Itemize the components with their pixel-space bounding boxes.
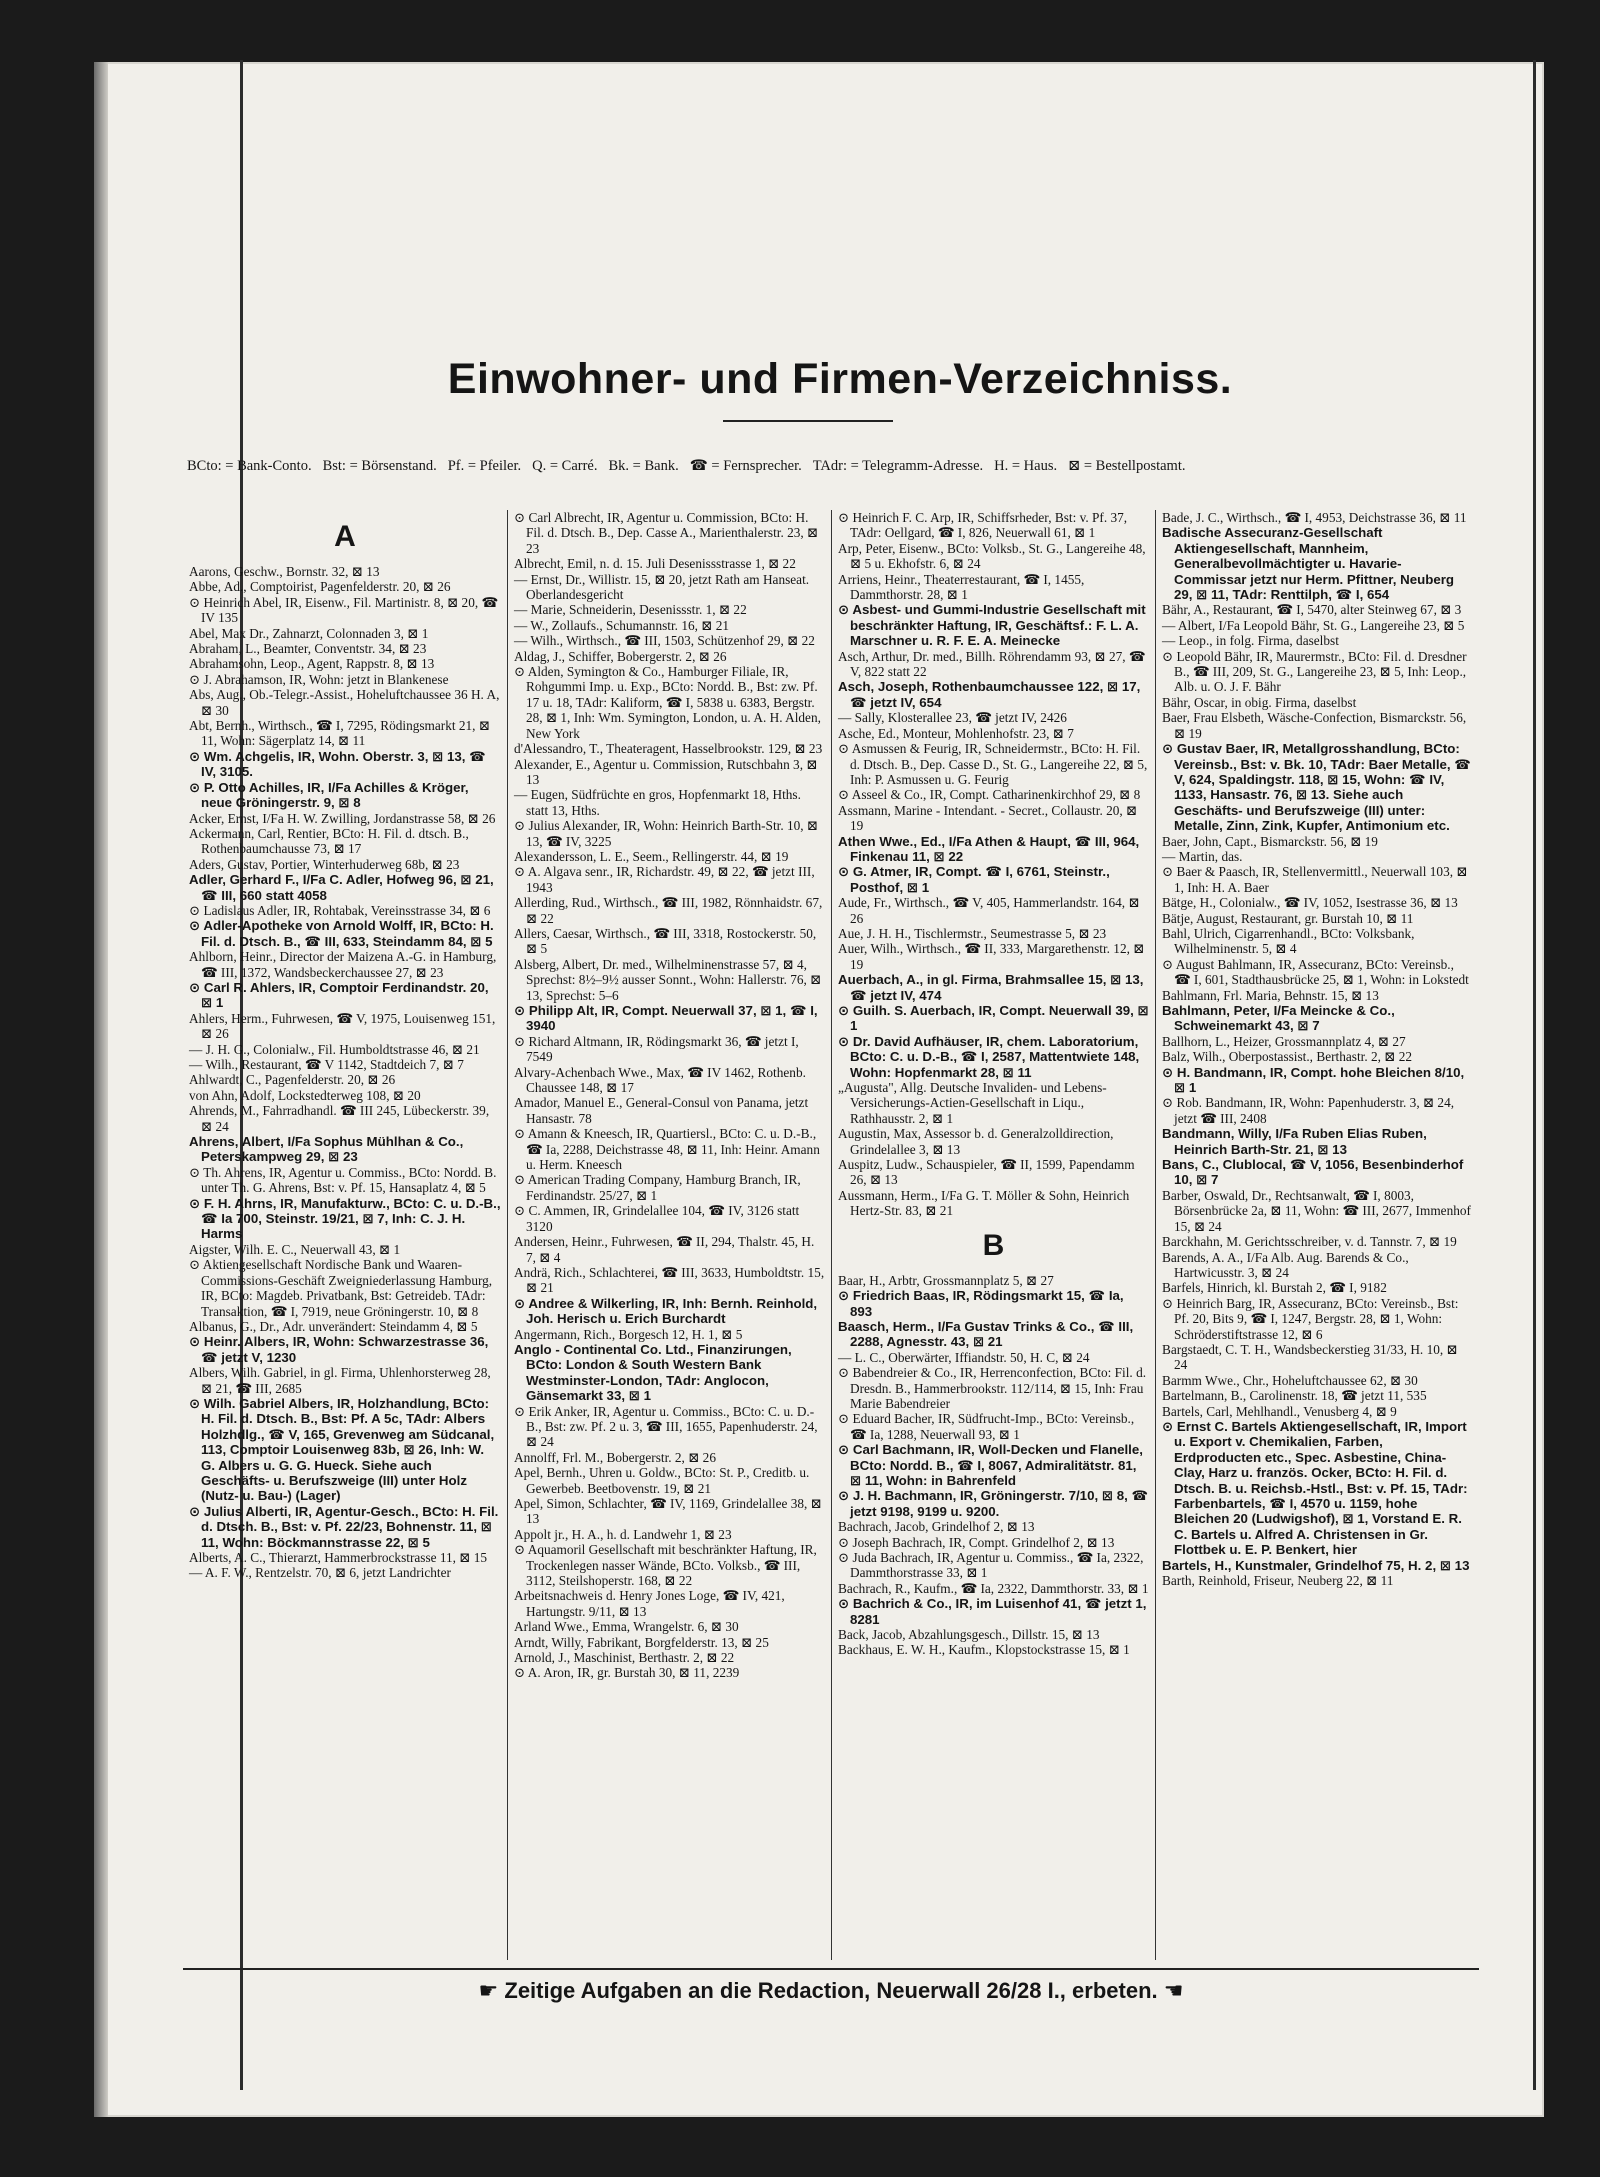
directory-entry: ⊙ Leopold Bähr, IR, Maurermstr., BCto: Fil. d. Dresdner B., ☎ III, 209, St. G., Langereihe 23, ⊠ 5, Inh: Leop., Alb. u. O. J. F. Bähr — [1162, 648, 1467, 695]
directory-entry: Asch, Joseph, Rothenbaumchaussee 122, ⊠ 17, ☎ jetzt IV, 654 — [838, 679, 1141, 710]
directory-entry: Bargstaedt, C. T. H., Wandsbeckerstieg 31/33, H. 10, ⊠ 24 — [1162, 1341, 1458, 1373]
page-spine — [94, 62, 108, 2117]
directory-entry: Backhaus, E. W. H., Kaufm., Klopstockstrasse 15, ⊠ 1 — [838, 1642, 1130, 1658]
legend-item: ⊠ = Bestellpostamt. — [1068, 458, 1186, 474]
directory-entry: Bätge, H., Colonialw., ☎ IV, 1052, Isestrasse 36, ⊠ 13 — [1162, 895, 1458, 911]
directory-entry: von Ahn, Adolf, Lockstedterweg 108, ⊠ 20 — [189, 1087, 421, 1103]
directory-entry: Arp, Peter, Eisenw., BCto: Volksb., St. G., Langereihe 48, ⊠ 5 u. Ekhofstr. 6, ⊠ 24 — [838, 540, 1146, 572]
directory-entry: Allers, Caesar, Wirthsch., ☎ III, 3318, Rostockerstr. 50, ⊠ 5 — [514, 925, 817, 957]
directory-entry: ⊙ Asbest- und Gummi-Industrie Gesellschaft mit beschränkter Haftung, IR, Geschäftsf.: F. L. A. Marschner u. R. F. E. A. Meinecke — [838, 602, 1146, 649]
directory-entry: Bartels, H., Kunstmaler, Grindelhof 75, H. 2, ⊠ 13 — [1162, 1557, 1470, 1573]
column-4 — [1155, 510, 1479, 1960]
directory-entry: Arriens, Heinr., Theaterrestaurant, ☎ I, 1455, Dammthorstr. 28, ⊠ 1 — [838, 571, 1085, 603]
directory-entry: Badische Assecuranz-Gesellschaft Aktiengesellschaft, Mannheim, Generalbevollmächtigter u. Havarie-Commissar jetzt nur Herm. Pfittner, Neuberg 29, ⊠ 11, TAdr: Renttilph, ☎ I, 654 — [1162, 525, 1455, 603]
directory-entry: Apel, Bernh., Uhren u. Goldw., BCto: St. P., Creditb. u. Gewerbeb. Beetbovenstr. 19, ⊠ 21 — [514, 1465, 810, 1496]
directory-entry: ⊙ Wilh. Gabriel Albers, IR, Holzhandlung, BCto: H. Fil. d. Dtsch. B., Bst: Pf. A 5c, TAdr: Albers Holzhdlg., ☎ V, 165, Grevenweg am Südcanal, 113, Comptoir Louisenweg 83b, ⊠ 26, Inh: W. G. Albers u. G. G. Hueck. Siehe auch Geschäfts- u. Berufszweige (III) unter Holz (Nutz- u. Bau-) (Lager) — [189, 1395, 495, 1504]
directory-entry: ⊙ Carl Bachmann, IR, Woll-Decken und Flanelle, BCto: Nordd. B., ☎ I, 8067, Admiralitätstr. 81, ⊠ 11, Wohn: in Bahrenfeld — [838, 1442, 1143, 1488]
directory-entry: Back, Jacob, Abzahlungsgesch., Dillstr. 15, ⊠ 13 — [838, 1627, 1100, 1643]
directory-entry: Andrä, Rich., Schlachterei, ☎ III, 3633, Humboldtstr. 15, ⊠ 21 — [514, 1264, 825, 1296]
directory-entry: ⊙ Andree & Wilkerling, IR, Inh: Bernh. Reinhold, Joh. Herisch u. Erich Burchardt — [514, 1295, 818, 1327]
pointing-hand-left-icon: ☚ — [1163, 1978, 1184, 2003]
directory-entry: Barends, A. A., I/Fa Alb. Aug. Barends & Co., Hartwicusstr. 3, ⊠ 24 — [1162, 1249, 1409, 1280]
footer-notice — [183, 1978, 1479, 2004]
directory-entry: Baer, Frau Elsbeth, Wäsche-Confection, Bismarckstr. 56, ⊠ 19 — [1162, 710, 1467, 741]
directory-entry: Alexander, E., Agentur u. Commission, Rutschbahn 3, ⊠ 13 — [514, 756, 818, 787]
directory-entry: — Wilh., Restaurant, ☎ V 1142, Stadtdeich 7, ⊠ 7 — [189, 1057, 464, 1072]
directory-entry: Abt, Bernh., Wirthsch., ☎ I, 7295, Rödingsmarkt 21, ⊠ 11, Wohn: Sägerplatz 14, ⊠ 11 — [189, 718, 490, 749]
pointing-hand-right-icon: ☛ — [478, 1978, 499, 2003]
directory-entry: Ahrends, M., Fahrradhandl. ☎ III 245, Lübeckerstr. 39, ⊠ 24 — [189, 1103, 490, 1134]
directory-entry: ⊙ Carl R. Ahlers, IR, Comptoir Ferdinandstr. 20, ⊠ 1 — [189, 979, 489, 1011]
title-rule — [723, 420, 893, 422]
directory-entry: Ahlborn, Heinr., Director der Maizena A.-G. in Hamburg, ☎ III, 1372, Wandsbeckerchaussee 27, ⊠ 23 — [189, 949, 497, 980]
directory-entry: Alsberg, Albert, Dr. med., Wilhelminenstrasse 57, ⊠ 4, Sprechst: 8½–9½ ausser Sonnt., Wohn: Hallerstr. 76, ⊠ 13, Sprechst: 5–6 — [514, 956, 822, 1003]
directory-entry: ⊙ Bachrich & Co., IR, im Luisenhof 41, ☎ jetzt 1, 8281 — [838, 1596, 1147, 1627]
directory-entry: Albanus, G., Dr., Adr. unverändert: Steindamm 4, ⊠ 5 — [189, 1318, 478, 1334]
column-1 — [183, 510, 507, 1960]
directory-entry: Barfels, Hinrich, kl. Burstah 2, ☎ I, 9182 — [1162, 1280, 1387, 1296]
directory-entry: Abrahamsohn, Leop., Agent, Rappstr. 8, ⊠ 13 — [189, 656, 435, 672]
directory-entry: ⊙ Aktiengesellschaft Nordische Bank und Waaren-Commissions-Geschäft Zweigniederlassung Hamburg, IR, BCto: Magdeb. Privatbank, Bst: Getreideb. TAdr: Transaktion, ☎ I, 7919, neue Gröningerstr. 10, ⊠ 8 — [189, 1257, 493, 1319]
legend-item: Pf. = Pfeiler. — [447, 458, 522, 474]
directory-entry: ⊙ American Trading Company, Hamburg Branch, IR, Ferdinandstr. 25/27, ⊠ 1 — [514, 1172, 801, 1203]
directory-entry: Abbe, Ad., Comptoirist, Pagenfelderstr. 20, ⊠ 26 — [189, 579, 451, 595]
directory-entry: — Leop., in folg. Firma, daselbst — [1162, 633, 1339, 649]
legend-item: Bk. = Bank. — [608, 458, 679, 474]
directory-entry: Barth, Reinhold, Friseur, Neuberg 22, ⊠ 11 — [1162, 1573, 1394, 1589]
directory-entry: Asche, Ed., Monteur, Mohlenhofstr. 23, ⊠ 7 — [838, 725, 1074, 741]
directory-entry: ⊙ Carl Albrecht, IR, Agentur u. Commission, BCto: H. Fil. d. Dtsch. B., Dep. Casse A., Marienthalerstr. 23, ⊠ 23 — [514, 510, 819, 556]
directory-entry: ⊙ J. Abrahamson, IR, Wohn: jetzt in Blankenese — [189, 671, 449, 687]
directory-entry: Assmann, Marine - Intendant. - Secret., Collaustr. 20, ⊠ 19 — [838, 802, 1138, 834]
directory-entry: Arnold, J., Maschinist, Berthastr. 2, ⊠ 22 — [514, 1650, 735, 1666]
directory-entry: Arland Wwe., Emma, Wrangelstr. 6, ⊠ 30 — [514, 1619, 739, 1635]
legend-item: ☎ = Fernsprecher. — [689, 458, 802, 474]
directory-entry: Aigster, Wilh. E. C., Neuerwall 43, ⊠ 1 — [189, 1241, 401, 1257]
directory-entry: d'Alessandro, T., Theateragent, Hasselbrookstr. 129, ⊠ 23 — [514, 741, 823, 757]
directory-entry: Alberts, A. C., Thierarzt, Hammerbrockstrasse 11, ⊠ 15 — [189, 1550, 488, 1565]
legend-item: TAdr: = Telegramm-Adresse. — [812, 458, 984, 474]
directory-entry: ⊙ Friedrich Baas, IR, Rödingsmarkt 15, ☎ Ia, 893 — [838, 1288, 1124, 1319]
directory-entry: ⊙ H. Bandmann, IR, Compt. hohe Bleichen 8/10, ⊠ 1 — [1162, 1064, 1465, 1096]
directory-entry: ⊙ Aquamoril Gesellschaft mit beschränkter Haftung, IR, Trockenlegen nasser Wände, BCto. Volksb., ☎ III, 3112, Steilshoperstr. 168, ⊠ 22 — [514, 1542, 817, 1589]
directory-entry: Ahlers, Herm., Fuhrwesen, ☎ V, 1975, Louisenweg 151, ⊠ 26 — [189, 1010, 496, 1042]
directory-entry: Ahlwardt, C., Pagenfelderstr. 20, ⊠ 26 — [189, 1072, 396, 1088]
directory-entry: Amador, Manuel E., General-Consul von Panama, jetzt Hansastr. 78 — [514, 1095, 809, 1126]
directory-entry: ⊙ Joseph Bachrach, IR, Compt. Grindelhof 2, ⊠ 13 — [838, 1534, 1115, 1550]
directory-entry: — Eugen, Südfrüchte en gros, Hopfenmarkt 18, Hths. statt 13, Hths. — [514, 787, 801, 818]
directory-entry: ⊙ Julius Alberti, IR, Agentur-Gesch., BCto: H. Fil. d. Dtsch. B., Bst: v. Pf. 22/23, Bohnenstr. 11, ⊠ 11, Wohn: Böckmannstrasse 22, ⊠ 5 — [189, 1503, 499, 1550]
abbreviation-legend — [187, 458, 1477, 475]
directory-entry: ⊙ Wm. Achgelis, IR, Wohn. Oberstr. 3, ⊠ 13, ☎ IV, 3105. — [189, 748, 486, 780]
directory-entry: ⊙ Heinr. Albers, IR, Wohn: Schwarzestrasse 36, ☎ jetzt V, 1230 — [189, 1334, 489, 1365]
directory-entry: ⊙ Gustav Baer, IR, Metallgrosshandlung, BCto: Vereinsb., Bst: v. Bk. 10, TAdr: Baer Metalle, ☎ V, 624, Spaldingstr. 118, ⊠ 15, Wohn: ☎ IV, 1133, Hansastr. 76, ⊠ 13. Siehe auch Geschäfts- und Berufszweige (III) unter: Metalle, Zinn, Zink, Kupfer, Antimonium etc. — [1162, 741, 1471, 834]
column-3 — [831, 510, 1155, 1960]
directory-entry: Bartels, Carl, Mehlhandl., Venusberg 4, ⊠ 9 — [1162, 1403, 1397, 1419]
directory-entry: ⊙ Philipp Alt, IR, Compt. Neuerwall 37, ⊠ 1, ☎ I, 3940 — [514, 1003, 818, 1034]
directory-entry: Bähr, Oscar, in obig. Firma, daselbst — [1162, 694, 1357, 710]
directory-entry: Aude, Fr., Wirthsch., ☎ V, 405, Hammerlandstr. 164, ⊠ 26 — [838, 895, 1140, 926]
directory-entry: Bähr, A., Restaurant, ☎ I, 5470, alter Steinweg 67, ⊠ 3 — [1162, 602, 1462, 618]
directory-entry: Baar, H., Arbtr, Grossmannplatz 5, ⊠ 27 — [838, 1272, 1054, 1288]
directory-entry: Auspitz, Ludw., Schauspieler, ☎ II, 1599, Papendamm 26, ⊠ 13 — [838, 1157, 1135, 1188]
directory-entry: ⊙ Th. Ahrens, IR, Agentur u. Commiss., BCto: Nordd. B. unter Th. G. Ahrens, Bst: v. Pf. 15, Hansaplatz 4, ⊠ 5 — [189, 1164, 497, 1196]
directory-entry: „Augusta", Allg. Deutsche Invaliden- und Lebens-Versicherungs-Actien-Gesellschaft in Liqu., Rathhausstr. 2, ⊠ 1 — [838, 1080, 1107, 1126]
directory-entry: Arbeitsnachweis d. Henry Jones Loge, ☎ IV, 421, Hartungstr. 9/11, ⊠ 13 — [514, 1588, 785, 1619]
directory-entry: Ahrens, Albert, I/Fa Sophus Mühlhan & Co., Peterskampweg 29, ⊠ 23 — [189, 1134, 464, 1165]
directory-entry: ⊙ J. H. Bachmann, IR, Gröningerstr. 7/10, ⊠ 8, ☎ jetzt 9198, 9199 u. 9200. — [838, 1488, 1149, 1519]
directory-entry: Bahlmann, Frl. Maria, Behnstr. 15, ⊠ 13 — [1162, 987, 1379, 1003]
directory-entry: — Sally, Klosterallee 23, ☎ jetzt IV, 2426 — [838, 710, 1067, 726]
directory-entry: ⊙ C. Ammen, IR, Grindelallee 104, ☎ IV, 3126 statt 3120 — [514, 1203, 800, 1234]
section-heading-b: B — [982, 1228, 1005, 1262]
directory-entry: Bade, J. C., Wirthsch., ☎ I, 4953, Deichstrasse 36, ⊠ 11 — [1162, 510, 1467, 525]
legend-item: Q. = Carré. — [532, 458, 598, 474]
directory-entry: Auer, Wilh., Wirthsch., ☎ II, 333, Margarethenstr. 12, ⊠ 19 — [838, 941, 1145, 972]
directory-entry: Bätje, August, Restaurant, gr. Burstah 10, ⊠ 11 — [1162, 910, 1414, 926]
directory-entry: ⊙ A. Algava senr., IR, Richardstr. 49, ⊠ 22, ☎ jetzt III, 1943 — [514, 864, 815, 895]
column-2 — [507, 510, 831, 1960]
directory-entry: ⊙ Dr. David Aufhäuser, IR, chem. Laboratorium, BCto: C. u. D.-B., ☎ I, 2587, Mattentwiete 148, Wohn: Hopfenmarkt 28, ⊠ 11 — [838, 1033, 1140, 1080]
directory-entry: ⊙ Juda Bachrach, IR, Agentur u. Commiss., ☎ Ia, 2322, Dammthorstrasse 33, ⊠ 1 — [838, 1550, 1144, 1581]
directory-entry: ⊙ Ernst C. Bartels Aktiengesellschaft, IR, Import u. Export v. Chemikalien, Farben, Erdproducten etc., Spec. Asbestine, China-Clay, Harz u. französ. Ocker, BCto: H. Fil. d. Dtsch. B. u. Reichsb.-Hstl., Bst: v. Pf. 15, TAdr: Farbenbartels, ☎ I, 4570 u. 1159, hohe Bleichen 20 (Ludwigshof), ⊠ 1, Vorstand E. R. C. Bartels u. Alfred A. Christensen in Gr. Flottbek u. E. P. Benkert, hier — [1162, 1418, 1468, 1558]
directory-entry: ⊙ F. H. Ahrns, IR, Manufakturw., BCto: C. u. D.-B., ☎ Ia 700, Steinstr. 19/21, ⊠ 7, Inh: C. J. H. Harms — [189, 1195, 501, 1242]
directory-entry: ⊙ Baer & Paasch, IR, Stellenvermittl., Neuerwall 103, ⊠ 1, Inh: H. A. Baer — [1162, 864, 1468, 895]
directory-entry: ⊙ August Bahlmann, IR, Assecuranz, BCto: Vereinsb., ☎ I, 601, Stadthausbrücke 25, ⊠ 1, Wohn: in Lokstedt — [1162, 956, 1469, 988]
page-title: Einwohner- und Firmen-Verzeichniss. — [447, 355, 1233, 403]
directory-entry: ⊙ Babendreier & Co., IR, Herrenconfection, BCto: Fil. d. Dresdn. B., Hammerbrookstr. 112/114, ⊠ 15, Inh: Frau Marie Babendreier — [838, 1365, 1147, 1411]
directory-entry: Alexandersson, L. E., Seem., Rellingerstr. 44, ⊠ 19 — [514, 848, 789, 864]
directory-entry: ⊙ Amann & Kneesch, IR, Quartiersl., BCto: C. u. D.-B., ☎ Ia, 2288, Deichstrasse 48, ⊠ 11, Inh: Heinr. Amann u. Herm. Kneesch — [514, 1126, 820, 1173]
directory-entry: Andersen, Heinr., Fuhrwesen, ☎ II, 294, Thalstr. 45, H. 7, ⊠ 4 — [514, 1234, 815, 1265]
directory-entry: Bans, C., Clublocal, ☎ V, 1056, Besenbinderhof 10, ⊠ 7 — [1162, 1157, 1464, 1188]
directory-entry: Bahl, Ulrich, Cigarrenhandl., BCto: Volksbank, Wilhelminenstr. 5, ⊠ 4 — [1162, 925, 1415, 957]
directory-entry: ⊙ P. Otto Achilles, IR, I/Fa Achilles & Kröger, neue Gröningerstr. 9, ⊠ 8 — [189, 779, 469, 811]
directory-entry: Alvary-Achenbach Wwe., Max, ☎ IV 1462, Rothenb. Chaussee 148, ⊠ 17 — [514, 1064, 806, 1096]
directory-entry: Bahlmann, Peter, I/Fa Meincke & Co., Schweinemarkt 43, ⊠ 7 — [1162, 1003, 1395, 1034]
directory-entry: ⊙ Ladislaus Adler, IR, Rohtabak, Vereinsstrasse 34, ⊠ 6 — [189, 902, 491, 918]
directory-entry: ⊙ G. Atmer, IR, Compt. ☎ I, 6761, Steinstr., Posthof, ⊠ 1 — [838, 864, 1110, 895]
directory-entry: Barmm Wwe., Chr., Hoheluftchaussee 62, ⊠ 30 — [1162, 1372, 1418, 1388]
directory-entry: Abraham, L., Beamter, Conventstr. 34, ⊠ 23 — [189, 641, 427, 657]
directory-entry: Arndt, Willy, Fabrikant, Borgfelderstr. 13, ⊠ 25 — [514, 1634, 769, 1650]
directory-entry: — Marie, Schneiderin, Desenissstr. 1, ⊠ 22 — [514, 602, 747, 618]
directory-entry: — Ernst, Dr., Willistr. 15, ⊠ 20, jetzt Rath am Hanseat. Oberlandesgericht — [514, 571, 810, 603]
directory-entry: Albers, Wilh. Gabriel, in gl. Firma, Uhlenhorsterweg 28, ⊠ 21, ☎ III, 2685 — [189, 1365, 491, 1396]
directory-entry: Balz, Wilh., Oberpostassist., Berthastr. 2, ⊠ 22 — [1162, 1049, 1413, 1065]
directory-entry: — L. C., Oberwärter, Iffiandstr. 50, H. C, ⊠ 24 — [838, 1349, 1090, 1365]
directory-entry: Athen Wwe., Ed., I/Fa Athen & Haupt, ☎ III, 964, Finkenau 11, ⊠ 22 — [838, 833, 1140, 864]
directory-entry: — A. F. W., Rentzelstr. 70, ⊠ 6, jetzt Landrichter — [189, 1565, 451, 1581]
directory-entry: Aders, Gustav, Portier, Winterhuderweg 68b, ⊠ 23 — [189, 856, 460, 872]
footer-rule — [183, 1968, 1479, 1970]
directory-entry: Aue, J. H. H., Tischlermstr., Seumestrasse 5, ⊠ 23 — [838, 925, 1107, 941]
section-heading-a: A — [334, 520, 356, 553]
directory-entry: Aarons, Geschw., Bornstr. 32, ⊠ 13 — [189, 564, 380, 579]
directory-entry: — W., Zollaufs., Schumannstr. 16, ⊠ 21 — [514, 617, 730, 633]
directory-columns — [183, 510, 1479, 1960]
directory-entry: — Martin, das. — [1162, 848, 1243, 864]
directory-entry: Abel, Max Dr., Zahnarzt, Colonnaden 3, ⊠ 1 — [189, 625, 429, 641]
directory-entry: ⊙ A. Aron, IR, gr. Burstah 30, ⊠ 11, 2239 — [514, 1665, 740, 1681]
directory-entry: Appolt jr., H. A., h. d. Landwehr 1, ⊠ 23 — [514, 1526, 732, 1542]
directory-entry: Annolff, Frl. M., Bobergerstr. 2, ⊠ 26 — [514, 1449, 716, 1465]
directory-entry: ⊙ Heinrich Abel, IR, Eisenw., Fil. Martinistr. 8, ⊠ 20, ☎ IV 135 — [189, 594, 499, 626]
directory-entry: Ballhorn, L., Heizer, Grossmannplatz 4, ⊠ 27 — [1162, 1033, 1406, 1049]
directory-entry: Apel, Simon, Schlachter, ☎ IV, 1169, Grindelallee 38, ⊠ 13 — [514, 1496, 822, 1527]
directory-entry: Asch, Arthur, Dr. med., Billh. Röhrendamm 93, ⊠ 27, ☎ V, 822 statt 22 — [838, 648, 1146, 680]
directory-entry: Bandmann, Willy, I/Fa Ruben Elias Ruben, Heinrich Barth-Str. 21, ⊠ 13 — [1162, 1126, 1427, 1157]
directory-entry: Barckhahn, M. Gerichtsschreiber, v. d. Tannstr. 7, ⊠ 19 — [1162, 1234, 1457, 1250]
directory-entry: Barber, Oswald, Dr., Rechtsanwalt, ☎ I, 8003, Börsenbrücke 2a, ⊠ 11, Wohn: ☎ III, 2677, Immenhof 15, ⊠ 24 — [1162, 1187, 1471, 1234]
directory-entry: Anglo - Continental Co. Ltd., Finanzirungen, BCto: London & South Western Bank Westminster-London, TAdr: Anglocon, Gänsemarkt 33, ⊠ 1 — [514, 1341, 792, 1404]
directory-entry: Baer, John, Capt., Bismarckstr. 56, ⊠ 19 — [1162, 833, 1378, 849]
legend-item: Bst: = Börsenstand. — [322, 458, 437, 474]
directory-entry: ⊙ Adler-Apotheke von Arnold Wolff, IR, BCto: H. Fil. d. Dtsch. B., ☎ III, 633, Steindamm 84, ⊠ 5 — [189, 918, 494, 949]
directory-entry: Ackermann, Carl, Rentier, BCto: H. Fil. d. dtsch. B., Rothenbaumchausse 73, ⊠ 17 — [189, 825, 469, 857]
directory-entry: ⊙ Guilh. S. Auerbach, IR, Compt. Neuerwall 39, ⊠ 1 — [838, 1003, 1149, 1034]
directory-entry: Bachrach, R., Kaufm., ☎ Ia, 2322, Dammthorstr. 33, ⊠ 1 — [838, 1580, 1149, 1596]
directory-entry: ⊙ Alden, Symington & Co., Hamburger Filiale, IR, Rohgummi Imp. u. Exp., BCto: Nordd. B., Bst: zw. Pf. 17 u. 18, TAdr: Kaliform, ☎ I, 5838 u. 6383, Bergstr. 28, ⊠ 1, Inh: Wm. Symington, London, u. A. H. Alden, New York — [514, 664, 821, 741]
directory-entry: ⊙ Asseel & Co., IR, Compt. Catharinenkirchhof 29, ⊠ 8 — [838, 787, 1141, 803]
directory-entry: — J. H. G., Colonialw., Fil. Humboldtstrasse 46, ⊠ 21 — [189, 1041, 480, 1057]
directory-entry: Bartelmann, B., Carolinenstr. 18, ☎ jetzt 11, 535 — [1162, 1388, 1427, 1404]
directory-entry: Allerding, Rud., Wirthsch., ☎ III, 1982, Rönnhaidstr. 67, ⊠ 22 — [514, 895, 823, 926]
directory-entry: Abs, Aug., Ob.-Telegr.-Assist., Hoheluftchaussee 36 H. A, ⊠ 30 — [189, 687, 500, 718]
directory-entry: ⊙ Asmussen & Feurig, IR, Schneidermstr., BCto: H. Fil. d. Dtsch. B., Dep. Casse D., St. G., Langereihe 22, ⊠ 5, Inh: P. Asmussen u. G. Feurig — [838, 741, 1148, 787]
directory-entry: Albrecht, Emil, n. d. 15. Juli Desenissstrasse 1, ⊠ 22 — [514, 556, 796, 572]
legend-item: H. = Haus. — [994, 458, 1058, 474]
footer-text: Zeitige Aufgaben an die Redaction, Neuerwall 26/28 I., erbeten. — [504, 1978, 1158, 2003]
directory-entry: ⊙ Heinrich F. C. Arp, IR, Schiffsrheder, Bst: v. Pf. 37, TAdr: Oellgard, ☎ I, 826, Neuerwall 61, ⊠ 1 — [838, 510, 1128, 541]
directory-entry: ⊙ Heinrich Barg, IR, Assecuranz, BCto: Vereinsb., Bst: Pf. 20, Bits 9, ☎ I, 1247, Bergstr. 28, ⊠ 1, Wohn: Schröderstiftstrasse 12, ⊠ 6 — [1162, 1295, 1459, 1342]
directory-entry: ⊙ Rob. Bandmann, IR, Wohn: Papenhuderstr. 3, ⊠ 24, jetzt ☎ III, 2408 — [1162, 1095, 1455, 1126]
legend-item: BCto: = Bank-Conto. — [187, 458, 312, 474]
directory-entry: Auerbach, A., in gl. Firma, Brahmsallee 15, ⊠ 13, ☎ jetzt IV, 474 — [838, 972, 1144, 1003]
directory-entry: Augustin, Max, Assessor b. d. Generalzolldirection, Grindelallee 3, ⊠ 13 — [838, 1126, 1114, 1157]
directory-entry: ⊙ Eduard Bacher, IR, Südfrucht-Imp., BCto: Vereinsb., ☎ Ia, 1288, Neuerwall 93, ⊠ 1 — [838, 1411, 1135, 1442]
directory-entry: Angermann, Rich., Borgesch 12, H. 1, ⊠ 5 — [514, 1326, 743, 1342]
directory-entry: Aussmann, Herm., I/Fa G. T. Möller & Sohn, Heinrich Hertz-Str. 83, ⊠ 21 — [838, 1187, 1130, 1219]
directory-entry: Adler, Gerhard F., I/Fa C. Adler, Hofweg 96, ⊠ 21, ☎ III, 660 statt 4058 — [189, 872, 494, 903]
directory-entry: ⊙ Erik Anker, IR, Agentur u. Commiss., BCto: C. u. D.-B., Bst: zw. Pf. 2 u. 3, ☎ III, 1655, Papenhuderstr. 24, ⊠ 24 — [514, 1403, 818, 1450]
directory-entry: Aldag, J., Schiffer, Bobergerstr. 2, ⊠ 26 — [514, 648, 727, 664]
directory-entry: — Wilh., Wirthsch., ☎ III, 1503, Schützenhof 29, ⊠ 22 — [514, 633, 815, 649]
directory-entry: Baasch, Herm., I/Fa Gustav Trinks & Co., ☎ III, 2288, Agnesstr. 43, ⊠ 21 — [838, 1318, 1134, 1350]
directory-entry: Bachrach, Jacob, Grindelhof 2, ⊠ 13 — [838, 1519, 1035, 1535]
directory-entry: — Albert, I/Fa Leopold Bähr, St. G., Langereihe 23, ⊠ 5 — [1162, 617, 1465, 633]
directory-entry: ⊙ Julius Alexander, IR, Wohn: Heinrich Barth-Str. 10, ⊠ 13, ☎ IV, 3225 — [514, 818, 819, 849]
directory-entry: Acker, Ernst, I/Fa H. W. Zwilling, Jordanstrasse 58, ⊠ 26 — [189, 810, 496, 826]
directory-entry: ⊙ Richard Altmann, IR, Rödingsmarkt 36, ☎ jetzt I, 7549 — [514, 1033, 799, 1065]
